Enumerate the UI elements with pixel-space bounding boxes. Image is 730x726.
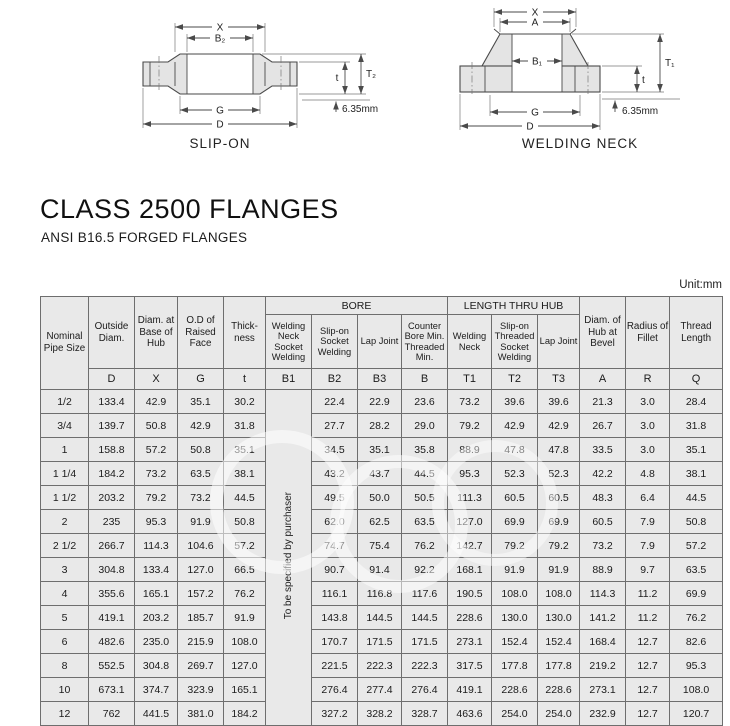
dim-label-g: G xyxy=(216,105,224,117)
value-cell: 90.7 xyxy=(312,558,358,582)
dim-label-t2: T₂ xyxy=(366,69,376,80)
value-cell: 50.8 xyxy=(135,414,178,438)
value-cell: 108.0 xyxy=(224,630,266,654)
table-row xyxy=(41,390,723,414)
value-cell: 34.5 xyxy=(312,438,358,462)
col-header-b3: Lap Joint xyxy=(358,315,402,369)
value-cell: 12.7 xyxy=(626,654,670,678)
value-cell: 127.0 xyxy=(448,510,492,534)
table-row xyxy=(41,702,723,726)
value-cell: 60.5 xyxy=(580,510,626,534)
value-cell: 79.2 xyxy=(492,534,538,558)
table-row xyxy=(41,414,723,438)
nominal-size-cell: 12 xyxy=(41,702,89,726)
value-cell: 12.7 xyxy=(626,702,670,726)
value-cell: 222.3 xyxy=(402,654,448,678)
value-cell: 91.4 xyxy=(358,558,402,582)
value-cell: 69.9 xyxy=(538,510,580,534)
value-cell: 177.8 xyxy=(492,654,538,678)
nominal-size-cell: 2 1/2 xyxy=(41,534,89,558)
col-header-od-raised-face: O.D of Raised Face xyxy=(178,297,224,369)
value-cell: 63.5 xyxy=(402,510,448,534)
value-cell: 139.7 xyxy=(89,414,135,438)
value-cell: 304.8 xyxy=(89,558,135,582)
flange-dimensions-table xyxy=(40,296,723,726)
nominal-size-cell: 1 xyxy=(41,438,89,462)
value-cell: 235 xyxy=(89,510,135,534)
letter-q: Q xyxy=(670,369,723,390)
dim-label-step: 6.35mm xyxy=(342,104,379,115)
col-header-t1: Welding Neck xyxy=(448,315,492,369)
nominal-size-cell: 1/2 xyxy=(41,390,89,414)
col-header-q: Thread Length xyxy=(670,297,723,369)
value-cell: 3.0 xyxy=(626,414,670,438)
value-cell: 23.6 xyxy=(402,390,448,414)
value-cell: 184.2 xyxy=(89,462,135,486)
value-cell: 28.2 xyxy=(358,414,402,438)
value-cell: 108.0 xyxy=(670,678,723,702)
value-cell: 42.9 xyxy=(492,414,538,438)
dim-label-d: D xyxy=(216,119,224,131)
col-header-a: Diam. of Hub at Bevel xyxy=(580,297,626,369)
value-cell: 92.2 xyxy=(402,558,448,582)
value-cell: 35.1 xyxy=(178,390,224,414)
value-cell: 273.1 xyxy=(448,630,492,654)
value-cell: 171.5 xyxy=(402,630,448,654)
table-row xyxy=(41,510,723,534)
col-header-b1: Welding Neck Socket Welding xyxy=(266,315,312,369)
value-cell: 355.6 xyxy=(89,582,135,606)
value-cell: 111.3 xyxy=(448,486,492,510)
value-cell: 130.0 xyxy=(492,606,538,630)
value-cell: 88.9 xyxy=(580,558,626,582)
letter-t3: T3 xyxy=(538,369,580,390)
value-cell: 31.8 xyxy=(670,414,723,438)
col-header-outside-diam: Outside Diam. xyxy=(89,297,135,369)
value-cell: 114.3 xyxy=(580,582,626,606)
value-cell: 33.5 xyxy=(580,438,626,462)
table-row xyxy=(41,558,723,582)
value-cell: 50.5 xyxy=(402,486,448,510)
value-cell: 141.2 xyxy=(580,606,626,630)
value-cell: 184.2 xyxy=(224,702,266,726)
value-cell: 221.5 xyxy=(312,654,358,678)
letter-r: R xyxy=(626,369,670,390)
value-cell: 39.6 xyxy=(538,390,580,414)
value-cell: 12.7 xyxy=(626,630,670,654)
value-cell: 63.5 xyxy=(178,462,224,486)
nominal-size-cell: 10 xyxy=(41,678,89,702)
value-cell: 73.2 xyxy=(580,534,626,558)
value-cell: 91.9 xyxy=(492,558,538,582)
value-cell: 4.8 xyxy=(626,462,670,486)
dim-label-t: t xyxy=(335,73,339,84)
value-cell: 304.8 xyxy=(135,654,178,678)
value-cell: 35.1 xyxy=(224,438,266,462)
letter-t1: T1 xyxy=(448,369,492,390)
value-cell: 79.2 xyxy=(538,534,580,558)
value-cell: 232.9 xyxy=(580,702,626,726)
letter-b2: B2 xyxy=(312,369,358,390)
value-cell: 76.2 xyxy=(224,582,266,606)
value-cell: 35.8 xyxy=(402,438,448,462)
value-cell: 44.5 xyxy=(224,486,266,510)
value-cell: 88.9 xyxy=(448,438,492,462)
table-row xyxy=(41,486,723,510)
value-cell: 381.0 xyxy=(178,702,224,726)
col-header-b: Counter Bore Min. Threaded Min. xyxy=(402,315,448,369)
value-cell: 177.8 xyxy=(538,654,580,678)
table-row xyxy=(41,606,723,630)
value-cell: 203.2 xyxy=(89,486,135,510)
slip-on-caption: SLIP-ON xyxy=(189,136,251,151)
value-cell: 142.7 xyxy=(448,534,492,558)
dim-label-x: X xyxy=(531,7,539,19)
col-header-b2: Slip-on Socket Welding xyxy=(312,315,358,369)
value-cell: 9.7 xyxy=(626,558,670,582)
value-cell: 95.3 xyxy=(670,654,723,678)
dim-label-d: D xyxy=(526,121,534,132)
value-cell: 552.5 xyxy=(89,654,135,678)
value-cell: 69.9 xyxy=(670,582,723,606)
value-cell: 328.7 xyxy=(402,702,448,726)
value-cell: 43.7 xyxy=(358,462,402,486)
dim-label-t: t xyxy=(642,75,645,86)
value-cell: 42.2 xyxy=(580,462,626,486)
col-header-diam-base-hub: Diam. at Base of Hub xyxy=(135,297,178,369)
value-cell: 108.0 xyxy=(492,582,538,606)
value-cell: 219.2 xyxy=(580,654,626,678)
value-cell: 39.6 xyxy=(492,390,538,414)
value-cell: 11.2 xyxy=(626,582,670,606)
page-subtitle: ANSI B16.5 FORGED FLANGES xyxy=(41,230,248,245)
value-cell: 215.9 xyxy=(178,630,224,654)
value-cell: 3.0 xyxy=(626,438,670,462)
value-cell: 73.2 xyxy=(448,390,492,414)
value-cell: 42.9 xyxy=(538,414,580,438)
value-cell: 57.2 xyxy=(135,438,178,462)
nominal-size-cell: 6 xyxy=(41,630,89,654)
value-cell: 47.8 xyxy=(492,438,538,462)
value-cell: 130.0 xyxy=(538,606,580,630)
value-cell: 66.5 xyxy=(224,558,266,582)
value-cell: 143.8 xyxy=(312,606,358,630)
value-cell: 48.3 xyxy=(580,486,626,510)
value-cell: 228.6 xyxy=(538,678,580,702)
value-cell: 79.2 xyxy=(448,414,492,438)
value-cell: 254.0 xyxy=(492,702,538,726)
value-cell: 27.7 xyxy=(312,414,358,438)
letter-a: A xyxy=(580,369,626,390)
group-header-bore: BORE xyxy=(266,297,448,315)
col-header-t2: Slip-on Threaded Socket Welding xyxy=(492,315,538,369)
slip-on-diagram xyxy=(40,4,400,132)
table-row xyxy=(41,654,723,678)
col-header-nominal: Nominal Pipe Size xyxy=(41,297,89,390)
value-cell: 203.2 xyxy=(135,606,178,630)
value-cell: 75.4 xyxy=(358,534,402,558)
col-header-t3: Lap Joint xyxy=(538,315,580,369)
table-row xyxy=(41,630,723,654)
value-cell: 323.9 xyxy=(178,678,224,702)
value-cell: 108.0 xyxy=(538,582,580,606)
value-cell: 44.5 xyxy=(670,486,723,510)
value-cell: 168.1 xyxy=(448,558,492,582)
value-cell: 114.3 xyxy=(135,534,178,558)
value-cell: 116.8 xyxy=(358,582,402,606)
value-cell: 38.1 xyxy=(670,462,723,486)
nominal-size-cell: 1 1/4 xyxy=(41,462,89,486)
value-cell: 117.6 xyxy=(402,582,448,606)
dim-label-g: G xyxy=(531,107,539,119)
value-cell: 38.1 xyxy=(224,462,266,486)
value-cell: 482.6 xyxy=(89,630,135,654)
value-cell: 165.1 xyxy=(135,582,178,606)
value-cell: 50.8 xyxy=(224,510,266,534)
value-cell: 157.2 xyxy=(178,582,224,606)
value-cell: 165.1 xyxy=(224,678,266,702)
value-cell: 52.3 xyxy=(492,462,538,486)
nominal-size-cell: 1 1/2 xyxy=(41,486,89,510)
value-cell: 152.4 xyxy=(538,630,580,654)
nominal-size-cell: 5 xyxy=(41,606,89,630)
value-cell: 116.1 xyxy=(312,582,358,606)
value-cell: 76.2 xyxy=(670,606,723,630)
value-cell: 21.3 xyxy=(580,390,626,414)
value-cell: 127.0 xyxy=(178,558,224,582)
value-cell: 7.9 xyxy=(626,510,670,534)
value-cell: 276.4 xyxy=(402,678,448,702)
value-cell: 7.9 xyxy=(626,534,670,558)
welding-neck-diagram xyxy=(430,4,730,132)
value-cell: 12.7 xyxy=(626,678,670,702)
letter-b3: B3 xyxy=(358,369,402,390)
value-cell: 50.8 xyxy=(178,438,224,462)
value-cell: 43.2 xyxy=(312,462,358,486)
value-cell: 31.8 xyxy=(224,414,266,438)
value-cell: 104.6 xyxy=(178,534,224,558)
value-cell: 35.1 xyxy=(670,438,723,462)
value-cell: 35.1 xyxy=(358,438,402,462)
nominal-size-cell: 4 xyxy=(41,582,89,606)
dim-label-a: A xyxy=(531,17,539,29)
letter-d: D xyxy=(89,369,135,390)
value-cell: 57.2 xyxy=(670,534,723,558)
col-header-r: Radius of Fillet xyxy=(626,297,670,369)
value-cell: 374.7 xyxy=(135,678,178,702)
value-cell: 91.9 xyxy=(538,558,580,582)
value-cell: 228.6 xyxy=(492,678,538,702)
table-row xyxy=(41,678,723,702)
value-cell: 47.8 xyxy=(538,438,580,462)
value-cell: 235.0 xyxy=(135,630,178,654)
value-cell: 22.9 xyxy=(358,390,402,414)
value-cell: 91.9 xyxy=(224,606,266,630)
value-cell: 269.7 xyxy=(178,654,224,678)
welding-neck-caption: WELDING NECK xyxy=(521,136,639,151)
value-cell: 317.5 xyxy=(448,654,492,678)
value-cell: 441.5 xyxy=(135,702,178,726)
value-cell: 170.7 xyxy=(312,630,358,654)
nominal-size-cell: 3/4 xyxy=(41,414,89,438)
value-cell: 276.4 xyxy=(312,678,358,702)
value-cell: 185.7 xyxy=(178,606,224,630)
value-cell: 419.1 xyxy=(89,606,135,630)
value-cell: 266.7 xyxy=(89,534,135,558)
value-cell: 42.9 xyxy=(135,390,178,414)
value-cell: 82.6 xyxy=(670,630,723,654)
value-cell: 50.0 xyxy=(358,486,402,510)
value-cell: 62.0 xyxy=(312,510,358,534)
letter-t: t xyxy=(224,369,266,390)
letter-x: X xyxy=(135,369,178,390)
value-cell: 277.4 xyxy=(358,678,402,702)
value-cell: 673.1 xyxy=(89,678,135,702)
value-cell: 60.5 xyxy=(538,486,580,510)
value-cell: 762 xyxy=(89,702,135,726)
table-row xyxy=(41,462,723,486)
value-cell: 254.0 xyxy=(538,702,580,726)
value-cell: 76.2 xyxy=(402,534,448,558)
col-header-thickness: Thick-ness xyxy=(224,297,266,369)
value-cell: 133.4 xyxy=(135,558,178,582)
value-cell: 168.4 xyxy=(580,630,626,654)
value-cell: 152.4 xyxy=(492,630,538,654)
value-cell: 44.5 xyxy=(402,462,448,486)
value-cell: 158.8 xyxy=(89,438,135,462)
value-cell: 228.6 xyxy=(448,606,492,630)
value-cell: 50.8 xyxy=(670,510,723,534)
dim-label-x: X xyxy=(216,22,224,34)
value-cell: 26.7 xyxy=(580,414,626,438)
value-cell: 49.5 xyxy=(312,486,358,510)
value-cell: 144.5 xyxy=(358,606,402,630)
value-cell: 6.4 xyxy=(626,486,670,510)
value-cell: 57.2 xyxy=(224,534,266,558)
dim-label-t1: T₁ xyxy=(665,58,675,69)
value-cell: 222.3 xyxy=(358,654,402,678)
value-cell: 62.5 xyxy=(358,510,402,534)
letter-g: G xyxy=(178,369,224,390)
value-cell: 419.1 xyxy=(448,678,492,702)
value-cell: 42.9 xyxy=(178,414,224,438)
value-cell: 120.7 xyxy=(670,702,723,726)
b1-note-cell xyxy=(266,390,312,726)
letter-t2: T2 xyxy=(492,369,538,390)
page-title: CLASS 2500 FLANGES xyxy=(40,194,339,224)
value-cell: 22.4 xyxy=(312,390,358,414)
value-cell: 63.5 xyxy=(670,558,723,582)
b1-note-text: To be specified by purchaser xyxy=(283,492,294,620)
nominal-size-cell: 2 xyxy=(41,510,89,534)
value-cell: 91.9 xyxy=(178,510,224,534)
value-cell: 190.5 xyxy=(448,582,492,606)
table-body xyxy=(41,390,723,726)
slip-on-bore xyxy=(187,55,253,94)
table-row xyxy=(41,534,723,558)
table-row xyxy=(41,582,723,606)
value-cell: 73.2 xyxy=(178,486,224,510)
group-header-length-thru-hub: LENGTH THRU HUB xyxy=(448,297,580,315)
nominal-size-cell: 3 xyxy=(41,558,89,582)
value-cell: 133.4 xyxy=(89,390,135,414)
value-cell: 327.2 xyxy=(312,702,358,726)
value-cell: 73.2 xyxy=(135,462,178,486)
letter-b1: B1 xyxy=(266,369,312,390)
nominal-size-cell: 8 xyxy=(41,654,89,678)
header-letter-row xyxy=(41,369,723,390)
value-cell: 463.6 xyxy=(448,702,492,726)
value-cell: 171.5 xyxy=(358,630,402,654)
value-cell: 144.5 xyxy=(402,606,448,630)
letter-b: B xyxy=(402,369,448,390)
header-group-row xyxy=(41,297,723,315)
dim-label-b1: B₁ xyxy=(531,56,543,68)
value-cell: 95.3 xyxy=(135,510,178,534)
dim-label-b2: B₂ xyxy=(214,33,226,45)
table-row xyxy=(41,438,723,462)
value-cell: 273.1 xyxy=(580,678,626,702)
value-cell: 95.3 xyxy=(448,462,492,486)
value-cell: 127.0 xyxy=(224,654,266,678)
value-cell: 52.3 xyxy=(538,462,580,486)
value-cell: 74.7 xyxy=(312,534,358,558)
value-cell: 69.9 xyxy=(492,510,538,534)
value-cell: 29.0 xyxy=(402,414,448,438)
dim-label-step: 6.35mm xyxy=(622,106,659,117)
value-cell: 3.0 xyxy=(626,390,670,414)
unit-label: Unit:mm xyxy=(679,279,722,291)
value-cell: 28.4 xyxy=(670,390,723,414)
value-cell: 79.2 xyxy=(135,486,178,510)
value-cell: 60.5 xyxy=(492,486,538,510)
value-cell: 11.2 xyxy=(626,606,670,630)
value-cell: 30.2 xyxy=(224,390,266,414)
value-cell: 328.2 xyxy=(358,702,402,726)
